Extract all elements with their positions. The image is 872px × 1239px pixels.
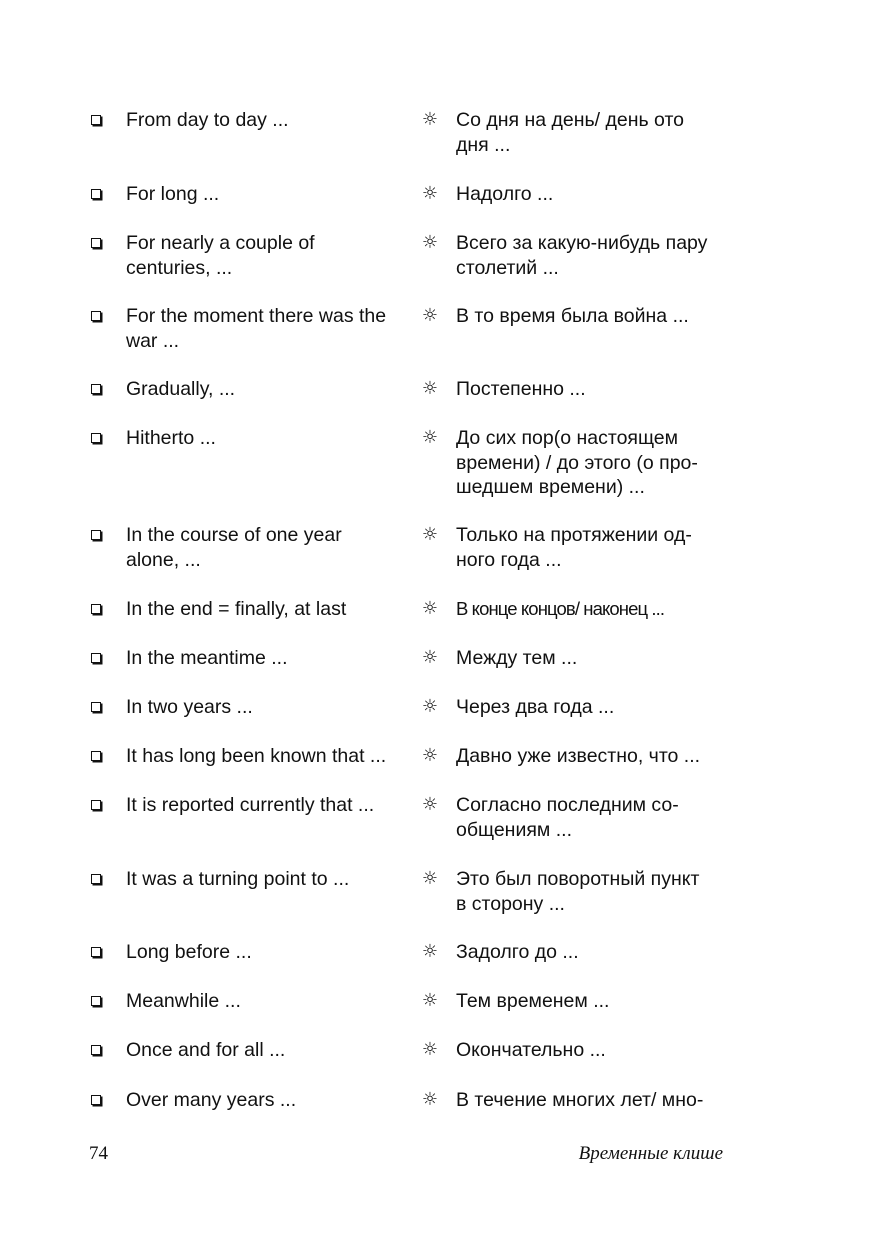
english-phrase: It was a turning point to ... <box>126 868 350 890</box>
checkbox-square-icon <box>91 1045 101 1055</box>
sun-icon: ☼ <box>421 524 439 545</box>
russian-translation: Тем временем ... <box>456 990 610 1012</box>
russian-translation: Надолго ... <box>456 183 554 205</box>
russian-translation: Через два года ... <box>456 696 615 718</box>
sun-icon: ☼ <box>421 232 439 253</box>
checkbox-square-icon <box>91 384 101 394</box>
russian-translation: Всего за какую-нибудь пару столетий ... <box>456 232 708 279</box>
english-phrase: Long before ... <box>126 941 252 963</box>
russian-translation: В то время была война ... <box>456 305 689 327</box>
english-phrase: For nearly a couple of centuries, ... <box>126 232 315 279</box>
sun-icon: ☼ <box>421 598 439 619</box>
checkbox-square-icon <box>91 530 101 540</box>
english-phrase: Gradually, ... <box>126 378 236 400</box>
english-phrase: Over many years ... <box>126 1089 297 1111</box>
english-phrase: Once and for all ... <box>126 1039 286 1061</box>
russian-translation: До сих пор(о настоящем времени) / до этого (о про- шедшем времени) ... <box>456 427 698 498</box>
russian-translation: Согласно последним со- общениям ... <box>456 794 679 841</box>
sun-icon: ☼ <box>421 1089 439 1110</box>
checkbox-square-icon <box>91 996 101 1006</box>
sun-icon: ☼ <box>421 1039 439 1060</box>
russian-translation: Только на протяжении од- ного года ... <box>456 524 692 571</box>
russian-translation: В течение многих лет/ мно- <box>456 1089 704 1111</box>
sun-icon: ☼ <box>421 109 439 130</box>
checkbox-square-icon <box>91 947 101 957</box>
checkbox-square-icon <box>91 238 101 248</box>
russian-translation: Это был поворотный пункт в сторону ... <box>456 868 700 915</box>
checkbox-square-icon <box>91 874 101 884</box>
english-phrase: It has long been known that ... <box>126 745 387 767</box>
english-phrase: From day to day ... <box>126 109 289 131</box>
russian-translation: Между тем ... <box>456 647 578 669</box>
checkbox-square-icon <box>91 433 101 443</box>
running-footer-title: Временные клише <box>578 1143 723 1164</box>
checkbox-square-icon <box>91 800 101 810</box>
sun-icon: ☼ <box>421 696 439 717</box>
sun-icon: ☼ <box>421 378 439 399</box>
russian-translation: Окончательно ... <box>456 1039 606 1061</box>
sun-icon: ☼ <box>421 794 439 815</box>
sun-icon: ☼ <box>421 427 439 448</box>
english-phrase: In two years ... <box>126 696 253 718</box>
sun-icon: ☼ <box>421 183 439 204</box>
russian-translation: Постепенно ... <box>456 378 586 400</box>
sun-icon: ☼ <box>421 305 439 326</box>
russian-translation: В конце концов/ наконец ... <box>456 598 665 619</box>
checkbox-square-icon <box>91 702 101 712</box>
sun-icon: ☼ <box>421 941 439 962</box>
english-phrase: For long ... <box>126 183 220 205</box>
russian-translation: Задолго до ... <box>456 941 579 963</box>
english-phrase: In the end = finally, at last <box>126 598 347 620</box>
checkbox-square-icon <box>91 751 101 761</box>
english-phrase: In the meantime ... <box>126 647 288 669</box>
english-phrase: In the course of one year alone, ... <box>126 524 342 571</box>
sun-icon: ☼ <box>421 868 439 889</box>
checkbox-square-icon <box>91 189 101 199</box>
sun-icon: ☼ <box>421 647 439 668</box>
russian-translation: Со дня на день/ день ото дня ... <box>456 109 685 156</box>
checkbox-square-icon <box>91 311 101 321</box>
english-phrase: Hitherto ... <box>126 427 216 449</box>
sun-icon: ☼ <box>421 745 439 766</box>
checkbox-square-icon <box>91 1095 101 1105</box>
english-phrase: It is reported currently that ... <box>126 794 375 816</box>
checkbox-square-icon <box>91 653 101 663</box>
checkbox-square-icon <box>91 115 101 125</box>
page-number: 74 <box>89 1143 108 1164</box>
english-phrase: Meanwhile ... <box>126 990 241 1012</box>
checkbox-square-icon <box>91 604 101 614</box>
english-phrase: For the moment there was the war ... <box>126 305 387 352</box>
sun-icon: ☼ <box>421 990 439 1011</box>
russian-translation: Давно уже известно, что ... <box>456 745 701 767</box>
